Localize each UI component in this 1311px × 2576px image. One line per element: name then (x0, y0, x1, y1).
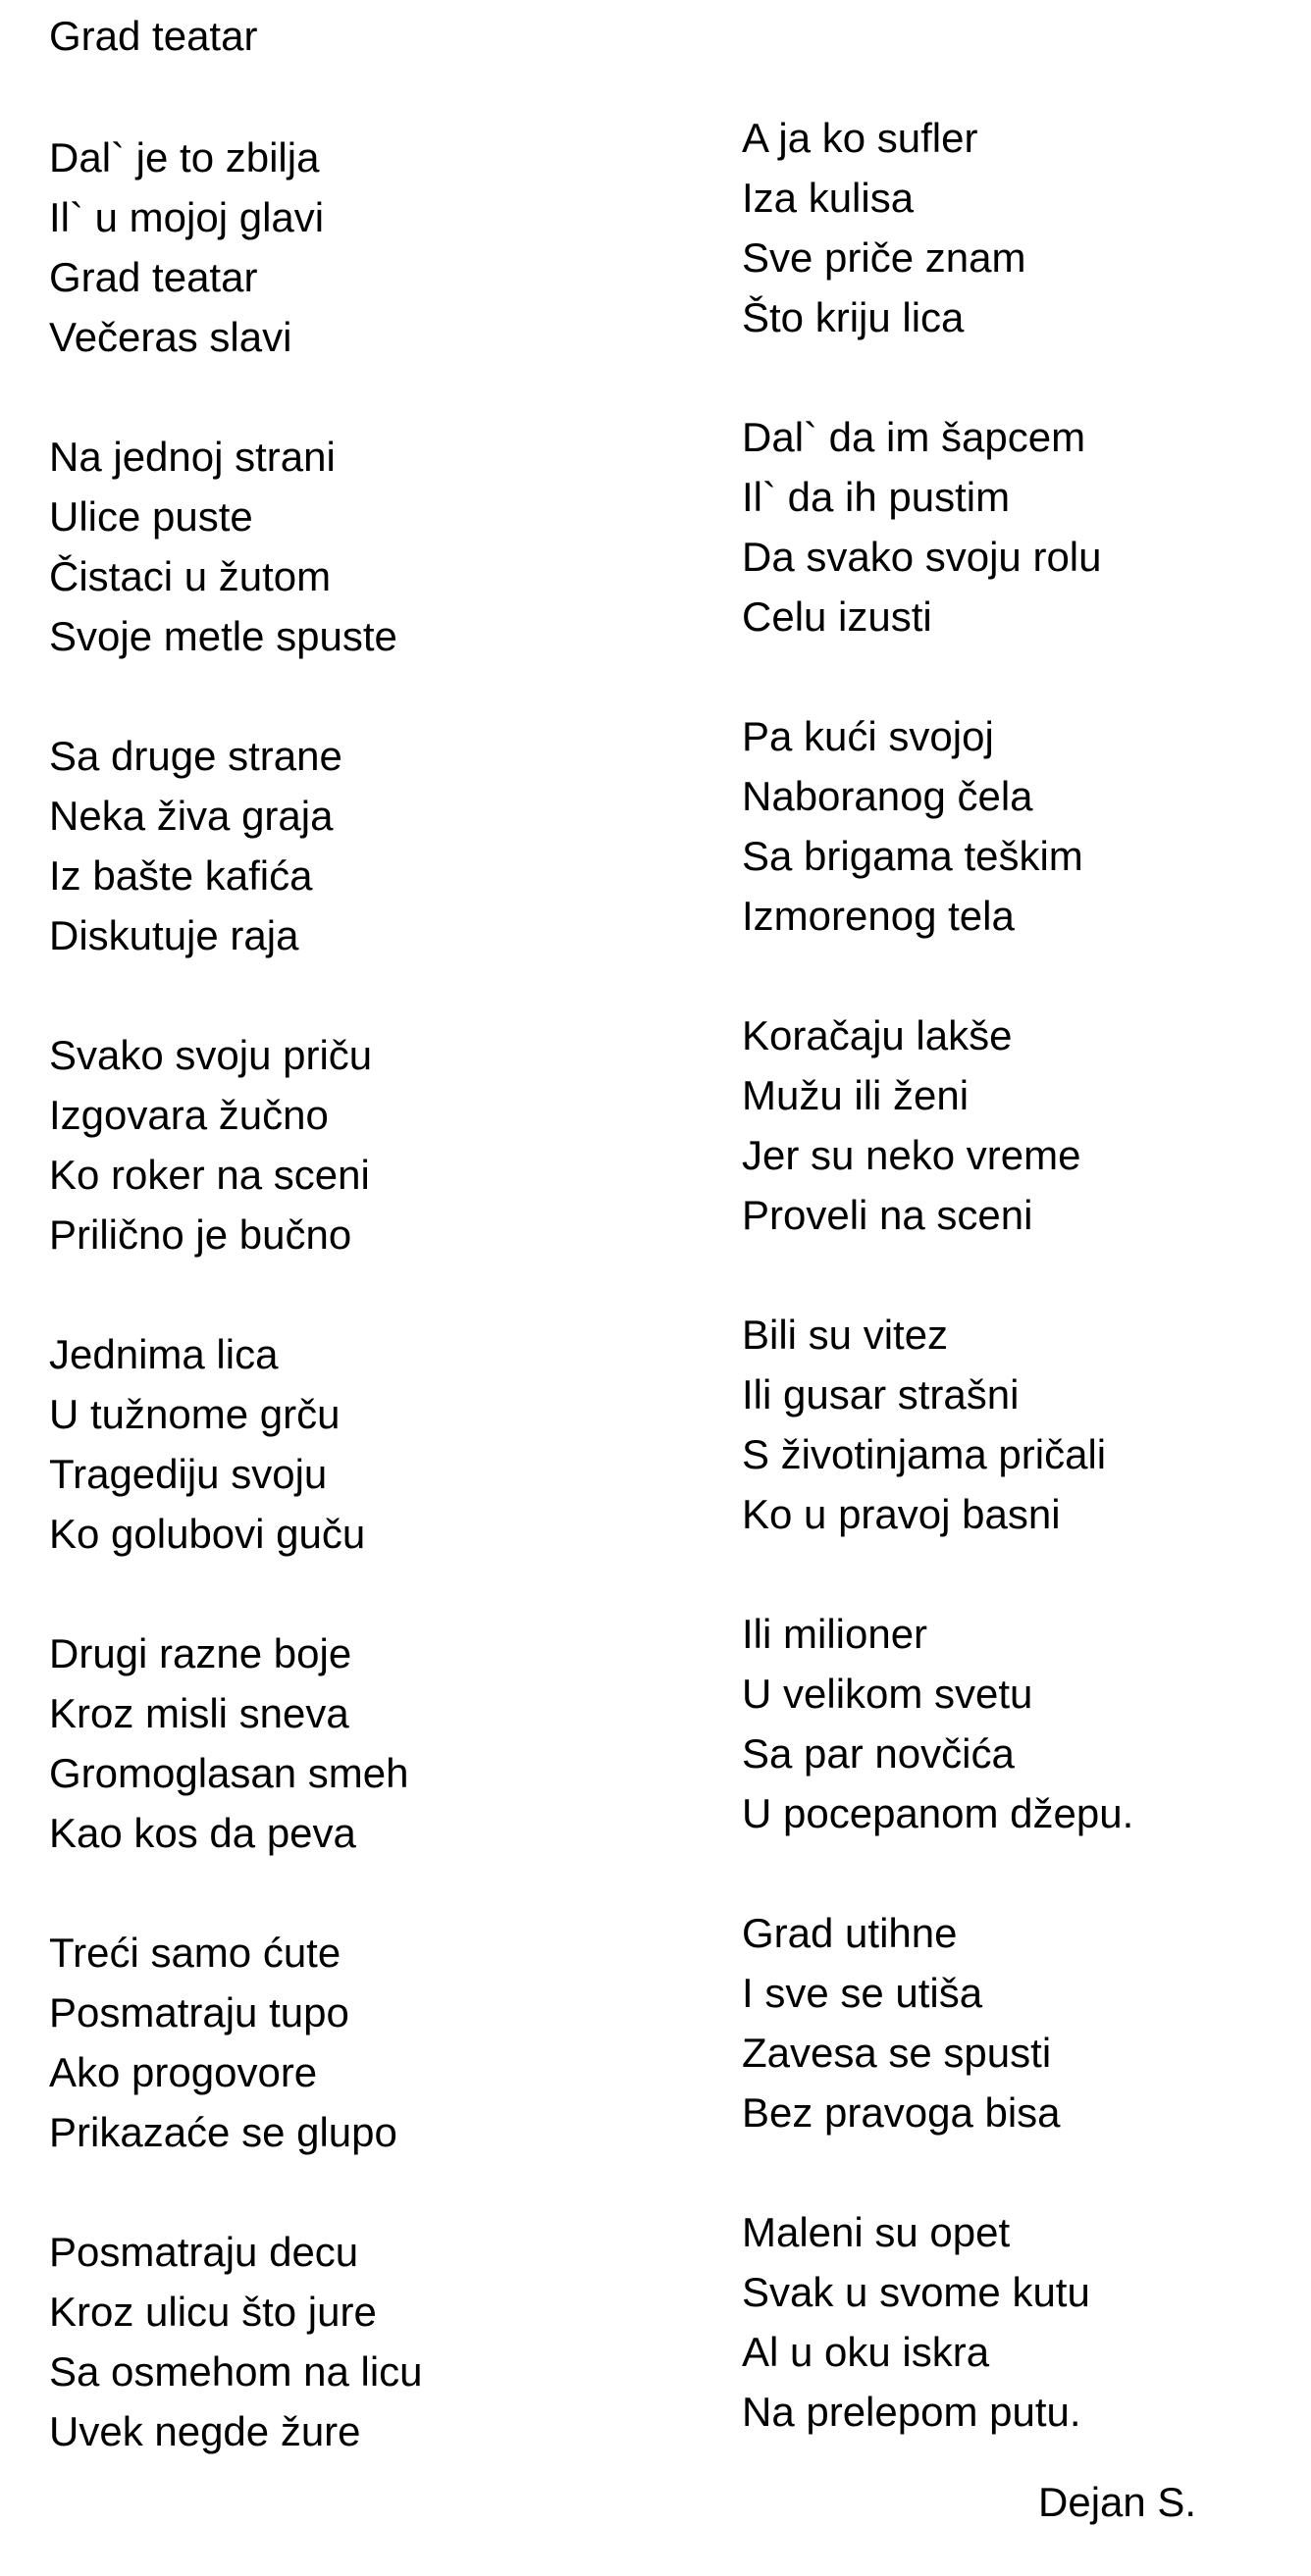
poem-line: Izgovara žučno (49, 1092, 329, 1138)
poem-line: Kroz ulicu što jure (49, 2289, 377, 2335)
poem-line: Jer su neko vreme (742, 1132, 1081, 1178)
poem-line: Sve priče znam (742, 234, 1026, 281)
poem-line: Na jednoj strani (49, 434, 336, 480)
poem-line: Pa kući svojoj (742, 713, 994, 759)
poem-line: Čistaci u žutom (49, 553, 332, 599)
poem-line: Ko u pravoj basni (742, 1491, 1061, 1537)
poem-line: Proveli na sceni (742, 1192, 1033, 1238)
poem-line: Ili milioner (742, 1611, 928, 1657)
poem-line: Svoje metle spuste (49, 613, 397, 659)
poem-line: Kao kos da peva (49, 1810, 356, 1856)
poem-line: Prikazaće se glupo (49, 2109, 397, 2155)
poem-line: Maleni su opet (742, 2209, 1011, 2255)
poem-line: Ili gusar strašni (742, 1371, 1020, 1417)
poem-line: Svak u svome kutu (742, 2269, 1090, 2315)
poem-line: Iz bašte kafića (49, 852, 313, 899)
poem-line: I sve se utiša (742, 1970, 983, 2016)
poem-line: Grad utihne (742, 1910, 958, 1956)
poem-line: S životinjama pričali (742, 1431, 1107, 1477)
poem-line: Drugi razne boje (49, 1630, 352, 1676)
poem-line: Ko golubovi guču (49, 1511, 366, 1557)
poem-line: Sa brigama teškim (742, 833, 1083, 879)
poem-line: Iza kulisa (742, 175, 915, 221)
poem-line: Il` u mojoj glavi (49, 194, 325, 240)
poem-line: Sa druge strane (49, 733, 342, 779)
poem-line: Tragediju svoju (49, 1451, 328, 1497)
poem-title: Grad teatar (49, 13, 258, 59)
poem-line: Zavesa se spusti (742, 2030, 1052, 2076)
poem-line: Bez pravoga bisa (742, 2089, 1061, 2136)
poem-line: Dal` da im šapcem (742, 414, 1086, 460)
poem-line: Neka živa graja (49, 793, 334, 839)
poem-line: Na prelepom putu. (742, 2389, 1081, 2435)
poem-line: Celu izusti (742, 593, 932, 640)
poem-line: Uvek negde žure (49, 2408, 361, 2454)
poem-line: Prilično je bučno (49, 1211, 352, 1258)
poem-line: Sa osmehom na licu (49, 2348, 423, 2395)
poem-line: Il` da ih pustim (742, 474, 1011, 520)
poem-line: Diskutuje raja (49, 912, 299, 958)
poem-line: Večeras slavi (49, 314, 292, 360)
author-signature: Dejan S. (1038, 2479, 1197, 2525)
poem-line: U tužnome grču (49, 1391, 341, 1437)
poem-line: Koračaju lakše (742, 1012, 1013, 1058)
poem-line: Bili su vitez (742, 1312, 949, 1358)
poem-line: Ako progovore (49, 2049, 318, 2095)
poem-line: Svako svoju priču (49, 1032, 373, 1078)
poem-line: Gromoglasan smeh (49, 1750, 409, 1796)
poem-line: U pocepanom džepu. (742, 1790, 1134, 1836)
poem-line: Dal` je to zbilja (49, 134, 320, 180)
poem-line: Ko roker na sceni (49, 1152, 370, 1198)
poem-line: Mužu ili ženi (742, 1072, 970, 1118)
poem-line: Izmorenog tela (742, 893, 1015, 939)
poem-line: U velikom svetu (742, 1671, 1033, 1717)
poem-line: Treći samo ćute (49, 1930, 341, 1976)
poem-line: Da svako svoju rolu (742, 534, 1102, 580)
poem-line: Kroz misli sneva (49, 1690, 349, 1736)
poem-line: Posmatraju tupo (49, 1989, 349, 2035)
poem-line: Naboranog čela (742, 773, 1033, 819)
poem-line: Ulice puste (49, 493, 253, 540)
poem-line: Grad teatar (49, 254, 258, 300)
poem-line: A ja ko sufler (742, 115, 978, 161)
poem-line: Posmatraju decu (49, 2229, 359, 2275)
poem-line: Jednima lica (49, 1331, 279, 1377)
poem-line: Sa par novčića (742, 1730, 1015, 1777)
poem-line: Što kriju lica (742, 294, 965, 340)
poem-line: Al u oku iskra (742, 2329, 990, 2375)
